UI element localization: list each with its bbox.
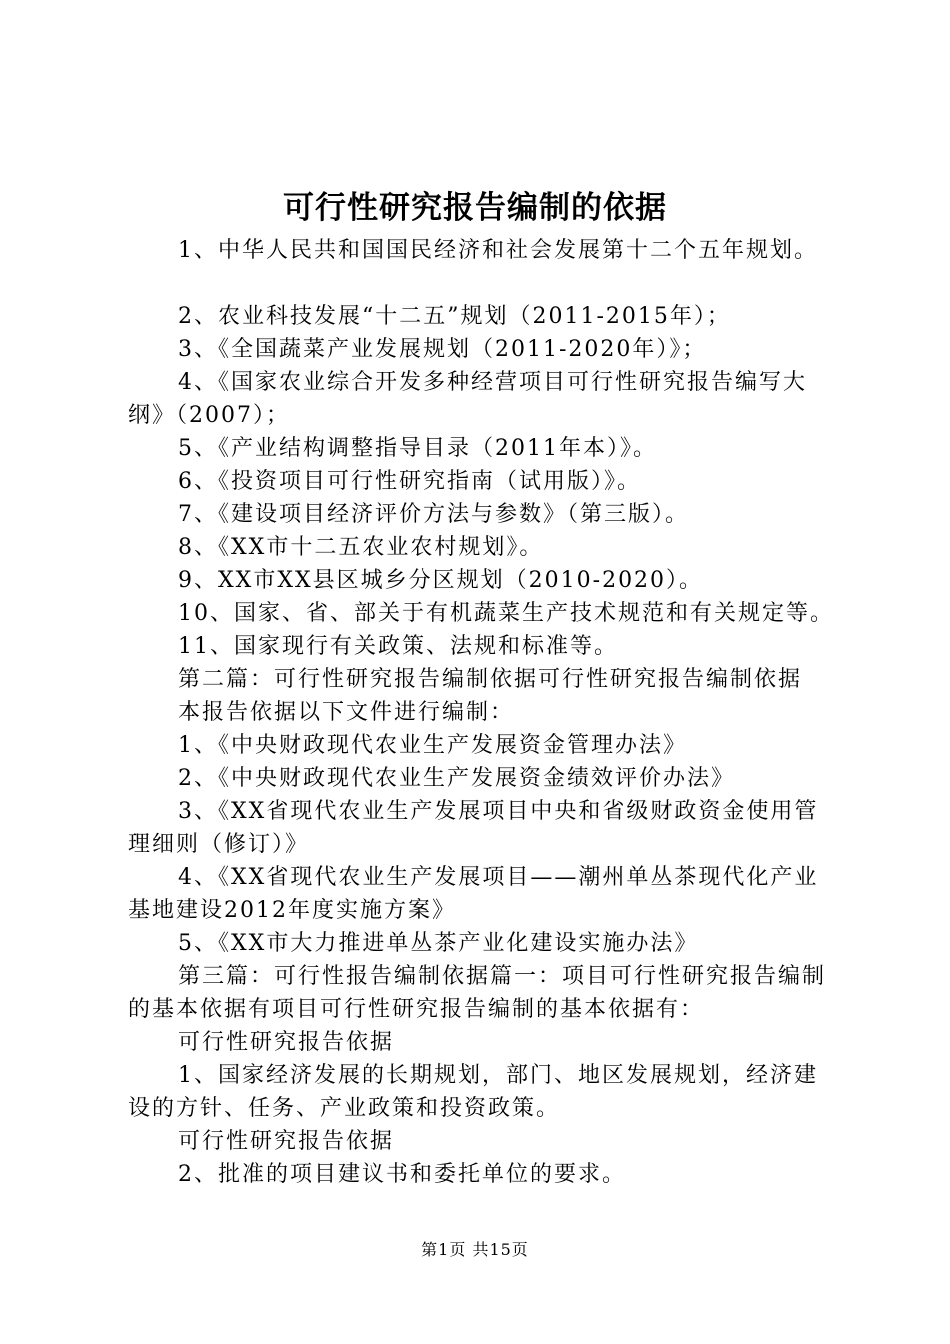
section-heading-3: 第三篇：可行性报告编制依据篇一：项目可行性研究报告编制的基本依据有项目可行性研究报告编制的基本依据有：: [128, 964, 827, 1022]
paragraph-7: 7、《建设项目经济评价方法与参数》（第三版）。: [178, 502, 689, 527]
paragraph-2: 2、农业科技发展“十二五”规划（2011-2015年）；: [178, 304, 731, 329]
paragraph-doc-3: 3、《XX省现代农业生产发展项目中央和省级财政资金使用管理细则（修订）》: [128, 799, 819, 857]
paragraph-basis-2: 2、批准的项目建议书和委托单位的要求。: [178, 1162, 626, 1187]
paragraph-4: 4、《国家农业综合开发多种经营项目可行性研究报告编写大纲》（2007）；: [128, 370, 807, 428]
paragraph-intro: 本报告依据以下文件进行编制：: [178, 700, 515, 725]
page-title: 可行性研究报告编制的依据: [283, 190, 667, 226]
paragraph-doc-4: 4、《XX省现代农业生产发展项目——潮州单丛茶现代化产业基地建设2012年度实施方案》: [128, 865, 819, 923]
page-footer: 第1页 共15页: [421, 1240, 529, 1259]
paragraph-6: 6、《投资项目可行性研究指南（试用版）》。: [178, 469, 641, 494]
paragraph-doc-5: 5、《XX市大力推进单丛茶产业化建设实施办法》: [178, 931, 699, 956]
subheading-basis-1: 可行性研究报告依据: [178, 1030, 395, 1055]
paragraph-1: 1、中华人民共和国国民经济和社会发展第十二个五年规划。: [178, 238, 818, 263]
section-heading-2: 第二篇：可行性研究报告编制依据可行性研究报告编制依据: [178, 667, 803, 692]
paragraph-3: 3、《全国蔬菜产业发展规划（2011-2020年）》；: [178, 337, 707, 362]
paragraph-10: 10、国家、省、部关于有机蔬菜生产技术规范和有关规定等。: [178, 601, 834, 626]
paragraph-5: 5、《产业结构调整指导目录（2011年本）》。: [178, 436, 657, 461]
subheading-basis-2: 可行性研究报告依据: [178, 1129, 395, 1154]
paragraph-8: 8、《XX市十二五农业农村规划》。: [178, 535, 544, 560]
paragraph-doc-2: 2、《中央财政现代农业生产发展资金绩效评价办法》: [178, 766, 735, 791]
paragraph-11: 11、国家现行有关政策、法规和标准等。: [178, 634, 618, 659]
paragraph-basis-1: 1、国家经济发展的长期规划，部门、地区发展规划，经济建设的方针、任务、产业政策和投资政策。: [128, 1063, 818, 1121]
paragraph-doc-1: 1、《中央财政现代农业生产发展资金管理办法》: [178, 733, 687, 758]
document-body: [128, 234, 840, 1191]
paragraph-9: 9、XX市XX县区城乡分区规划（2010-2020）。: [178, 568, 704, 593]
